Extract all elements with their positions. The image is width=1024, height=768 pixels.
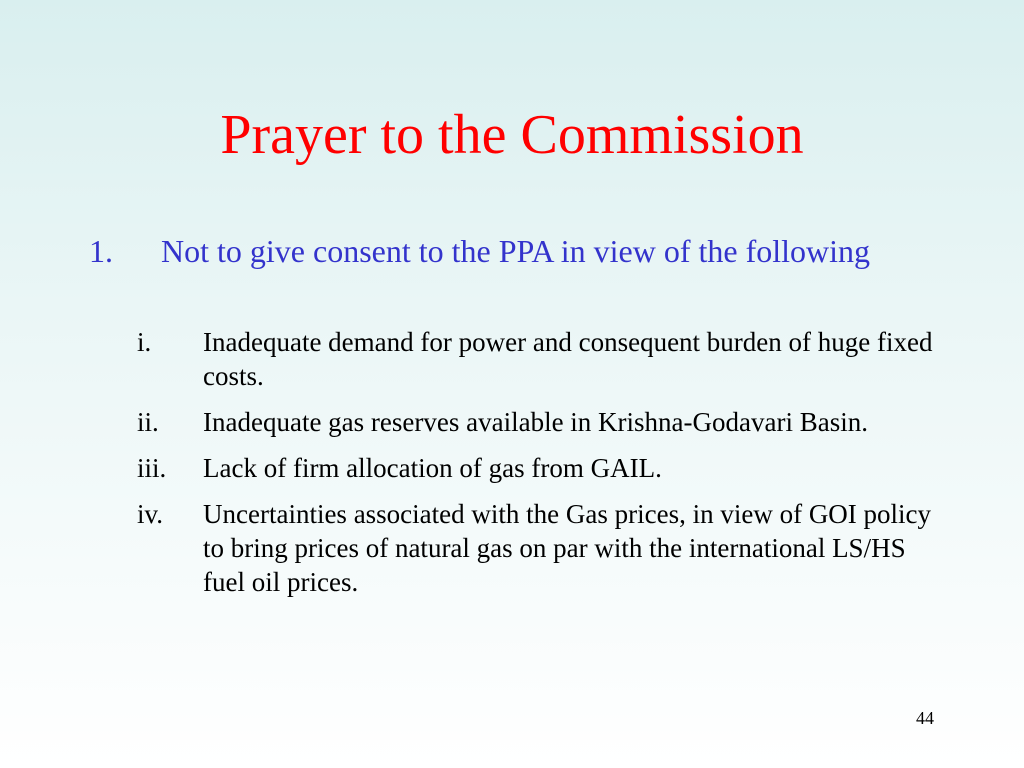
main-item-number: 1. <box>89 233 113 269</box>
sub-item-number: ii. <box>137 407 159 437</box>
sub-list-item <box>137 325 947 393</box>
sub-item-text: Lack of firm allocation of gas from GAIL. <box>203 453 662 483</box>
sub-list <box>137 325 947 611</box>
sub-item-number: i. <box>137 327 152 357</box>
sub-list-item <box>137 497 947 599</box>
main-item-text: Not to give consent to the PPA in view of the following <box>161 233 870 269</box>
sub-item-number: iv. <box>137 499 163 529</box>
sub-item-number: iii. <box>137 453 167 483</box>
page-number: 44 <box>916 708 934 728</box>
slide-title: Prayer to the Commission <box>220 104 804 166</box>
sub-item-text: Inadequate demand for power and consequent burden of huge fixed costs. <box>203 327 933 391</box>
sub-item-text: Uncertainties associated with the Gas prices, in view of GOI policy to bring prices of natural gas on par with the international LS/HS fuel oil prices. <box>203 499 932 597</box>
sub-item-text: Inadequate gas reserves available in Krishna-Godavari Basin. <box>203 407 868 437</box>
sub-list-item <box>137 405 947 439</box>
sub-list-item <box>137 451 947 485</box>
main-list-item <box>89 230 949 272</box>
